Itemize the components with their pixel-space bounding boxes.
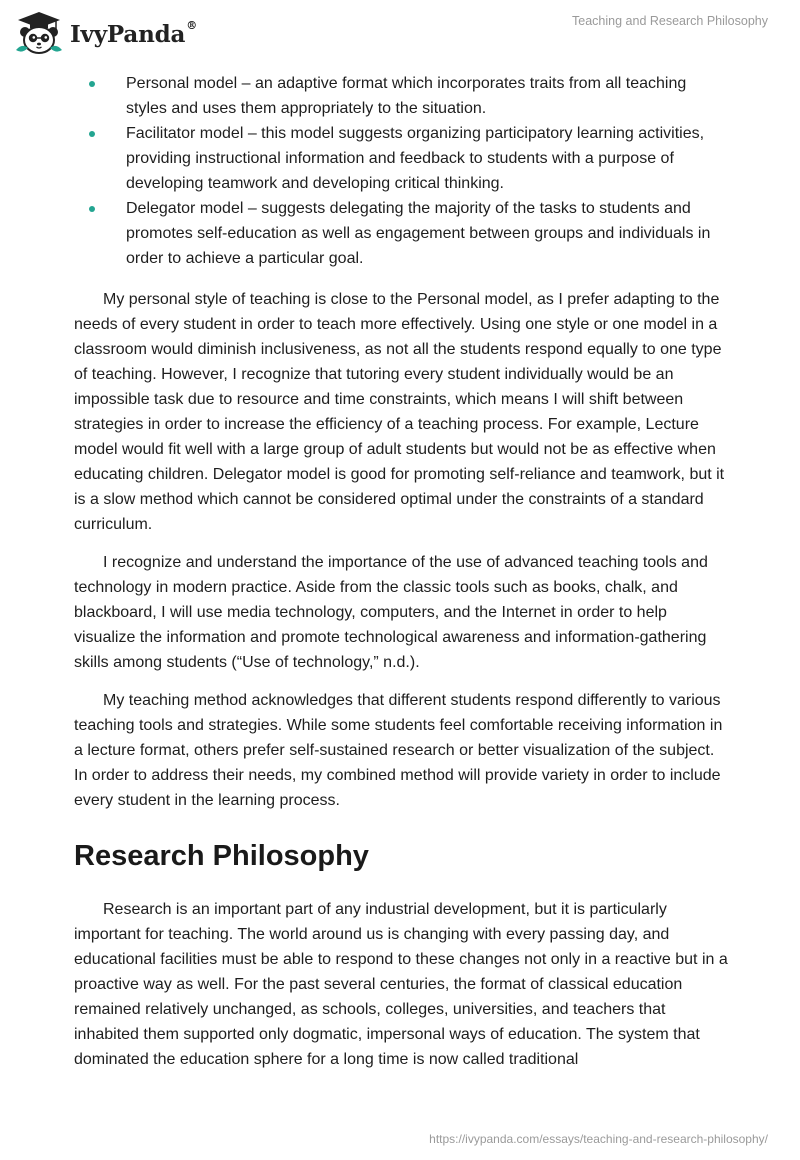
essay-content (74, 71, 730, 1072)
bullet-icon (89, 206, 95, 212)
ivypanda-logo[interactable] (14, 10, 197, 56)
list-item-text: Personal model – an adaptive format which incorporates traits from all teaching styles and uses them appropriately to the situation. (126, 75, 687, 117)
list-item-text: Facilitator model – this model suggests organizing participatory learning activities, providing instructional information and feedback to students with a purpose of developing teamwork and developing critical thinking. (126, 125, 705, 192)
bullet-icon (89, 81, 95, 87)
panda-graduate-icon (14, 10, 64, 56)
list-item (74, 196, 730, 271)
paragraph-teaching-method: My teaching method acknowledges that different students respond differently to various teaching tools and strategies. While some students feel comfortable receiving information in a lecture format, others prefer self-sustained research or better visualization of the subject. In order to address their needs, my combined method will provide variety in order to include every student in the learning process. (74, 692, 723, 809)
logo-wordmark: IvyPanda® (70, 18, 197, 48)
teaching-models-list (74, 71, 730, 271)
list-item-text: Delegator model – suggests delegating the majority of the tasks to students and promotes self-education as well as engagement between groups and individuals in order to achieve a particular goal. (126, 200, 711, 267)
paragraph-teaching-tools: I recognize and understand the importance of the use of advanced teaching tools and technology in modern practice. Aside from the classic tools such as books, chalk, and blackboard, I will use media technology, computers, and the Internet in order to help visualize the information and promote technological awareness and information-gathering skills among students (“Use of technology,” n.d.). (74, 554, 708, 671)
section-heading: Research Philosophy (74, 840, 369, 872)
paragraph-research: Research is an important part of any industrial development, but it is particularly important for teaching. The world around us is changing with every passing day, and educational facilities must be able to respond to these changes not only in a reactive but in a proactive way as well. For the past several centuries, the format of classical education remained relatively unchanged, as schools, colleges, universities, and teachers that inhabited them supported only dogmatic, impersonal ways of education. The system that dominated the education sphere for a long time is now called traditional (74, 901, 728, 1068)
source-url[interactable]: https://ivypanda.com/essays/teaching-and-research-philosophy/ (429, 1132, 768, 1146)
list-item (74, 71, 730, 121)
bullet-icon (89, 131, 95, 137)
list-item (74, 121, 730, 196)
page-title: Teaching and Research Philosophy (572, 14, 768, 28)
paragraph-teaching-style: My personal style of teaching is close to the Personal model, as I prefer adapting to the needs of every student in order to teach more effectively. Using one style or one model in a classroom would diminish inclusiveness, as not all the students respond equally to one type of teaching. However, I recognize that tutoring every student individually would be an impossible task due to resource and time constraints, which means I will shift between strategies in order to increase the efficiency of a teaching process. For example, Lecture model would fit well with a large group of adult students but would not be as effective when educating children. Delegator model is good for promoting self-reliance and teamwork, but it is a slow method which cannot be considered optimal under the constraints of a standard curriculum. (74, 291, 725, 533)
page-header (0, 0, 800, 64)
